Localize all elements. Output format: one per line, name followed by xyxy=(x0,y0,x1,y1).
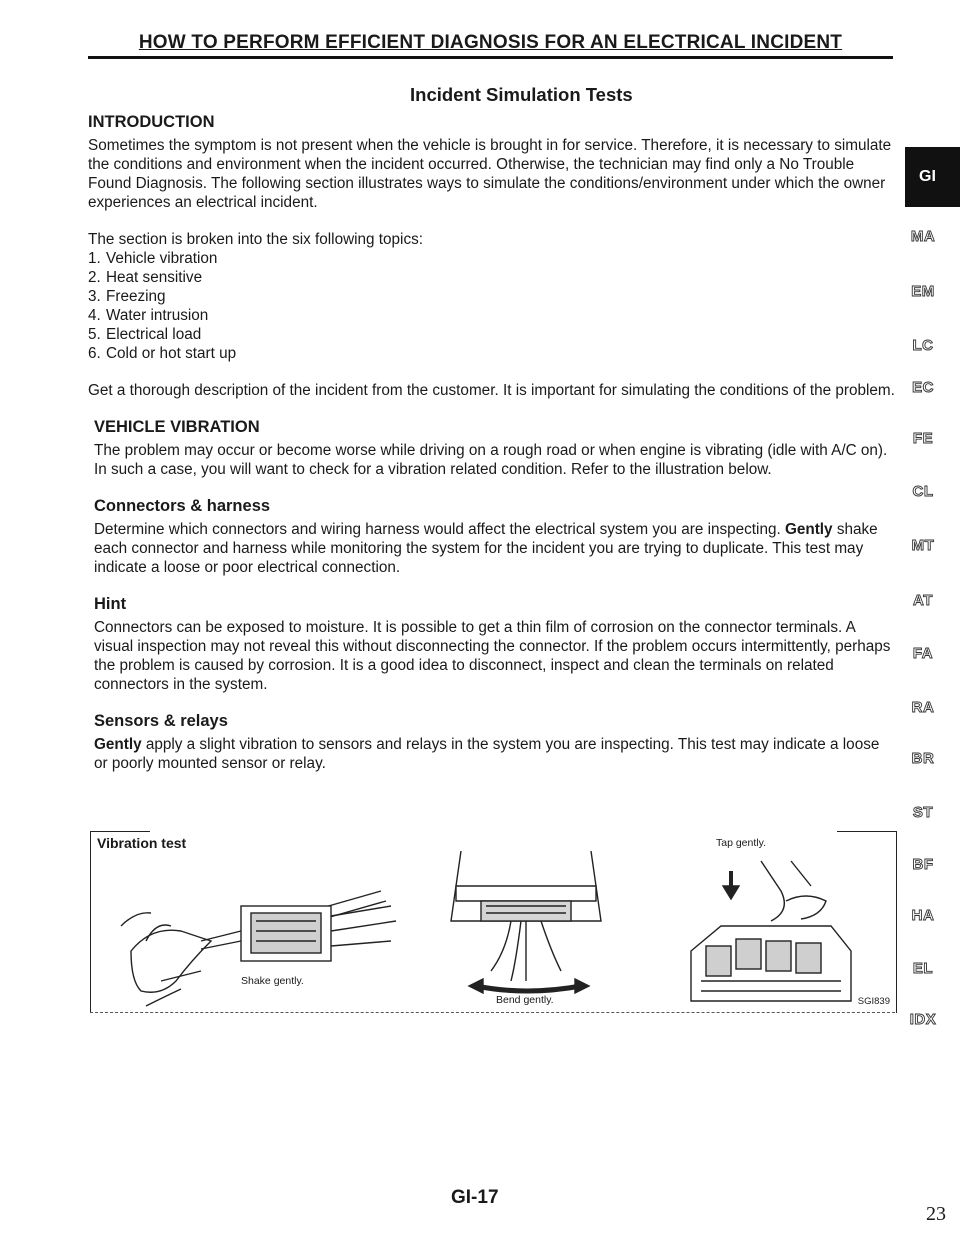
sensors-heading: Sensors & relays xyxy=(94,712,228,730)
list-item: 5. Electrical load xyxy=(88,326,202,343)
intro-paragraph-3: Get a thorough description of the incident from the customer. It is important for simulating the conditions of the problem. xyxy=(88,382,895,399)
connectors-paragraph: Determine which connectors and wiring harness would affect the electrical system you are inspecting. Gently shake each connector and harness while monitoring the system for the incident you are trying to duplicate. This test may indicate a loose or poor electrical connection. xyxy=(94,521,878,576)
vibration-illustration xyxy=(91,831,896,1013)
side-tab-fa[interactable]: FA xyxy=(912,645,934,662)
topic-list xyxy=(88,249,896,363)
intro-paragraph-2: The section is broken into the six following topics: xyxy=(88,231,424,248)
list-item: 6. Cold or hot start up xyxy=(88,345,237,362)
relay-tap-drawing xyxy=(691,861,851,1001)
intro-paragraph-1: Sometimes the symptom is not present when the vehicle is brought in for service. Therefore, it is necessary to simulate the conditions and environment when the incident occurred. Otherwise, the technician may find only a No Trouble Found Diagnosis. The following section illustrates ways to simulate the conditions/environment under which the owner experiences an electrical incident. xyxy=(88,137,892,211)
side-tab-ec[interactable]: EC xyxy=(912,379,934,396)
page-header: HOW TO PERFORM EFFICIENT DIAGNOSIS FOR AN ELECTRICAL INCIDENT xyxy=(88,32,893,59)
side-tab-ma[interactable]: MA xyxy=(910,228,936,245)
tap-gently-label: Tap gently. xyxy=(716,837,767,849)
side-tab-el[interactable]: EL xyxy=(912,960,934,977)
figure-title: Vibration test xyxy=(97,835,187,851)
harness-bend-drawing xyxy=(451,851,601,993)
intro-heading: INTRODUCTION xyxy=(88,113,215,131)
connectors-heading: Connectors & harness xyxy=(94,497,271,515)
side-tab-mt[interactable]: MT xyxy=(911,537,935,554)
side-tab-fe[interactable]: FE xyxy=(912,430,934,447)
side-tab-ha[interactable]: HA xyxy=(911,907,935,924)
vibration-paragraph: The problem may occur or become worse while driving on a rough road or when engine is vibrating (idle with A/C on). In such a case, you will want to check for a vibration related condition. Refer to the illustration below. xyxy=(94,442,888,478)
list-item: 4. Water intrusion xyxy=(88,307,209,324)
side-tab-em[interactable]: EM xyxy=(911,283,935,300)
hand-shaking-connector-drawing xyxy=(121,891,396,1006)
side-tab-st[interactable]: ST xyxy=(912,804,934,821)
side-tab-idx[interactable]: IDX xyxy=(909,1011,937,1028)
figure-code: SGI839 xyxy=(857,996,890,1007)
side-tab-lc[interactable]: LC xyxy=(912,337,934,354)
side-tab-cl[interactable]: CL xyxy=(912,483,934,500)
page-number: GI-17 xyxy=(451,1187,499,1208)
side-tab-br[interactable]: BR xyxy=(911,750,935,767)
sensors-paragraph: Gently apply a slight vibration to sensors and relays in the system you are inspecting. This test may indicate a loose or poorly mounted sensor or relay. xyxy=(94,736,880,772)
vibration-heading: VEHICLE VIBRATION xyxy=(94,418,260,436)
shake-gently-label: Shake gently. xyxy=(241,975,304,987)
corner-page-number: 23 xyxy=(926,1203,946,1225)
section-subtitle: Incident Simulation Tests xyxy=(410,84,633,105)
hint-heading: Hint xyxy=(94,595,127,613)
main-content xyxy=(88,113,896,773)
list-item: 3. Freezing xyxy=(88,288,166,305)
list-item: 1. Vehicle vibration xyxy=(88,250,218,267)
bend-gently-label: Bend gently. xyxy=(496,994,554,1006)
side-tab-active[interactable]: GI xyxy=(905,147,960,207)
side-tab-ra[interactable]: RA xyxy=(911,699,935,716)
side-tab-bf[interactable]: BF xyxy=(912,856,934,873)
hint-paragraph: Connectors can be exposed to moisture. It is possible to get a thin film of corrosion on the connector terminals. A visual inspection may not reveal this without disconnecting the connector. If the problem occurs intermittently, perhaps the problem is caused by corrosion. It is a good idea to disconnect, inspect and clean the terminals on related connectors in the system. xyxy=(94,619,891,693)
vibration-test-figure xyxy=(90,831,897,1013)
side-tab-at[interactable]: AT xyxy=(913,592,933,609)
list-item: 2. Heat sensitive xyxy=(88,269,203,286)
